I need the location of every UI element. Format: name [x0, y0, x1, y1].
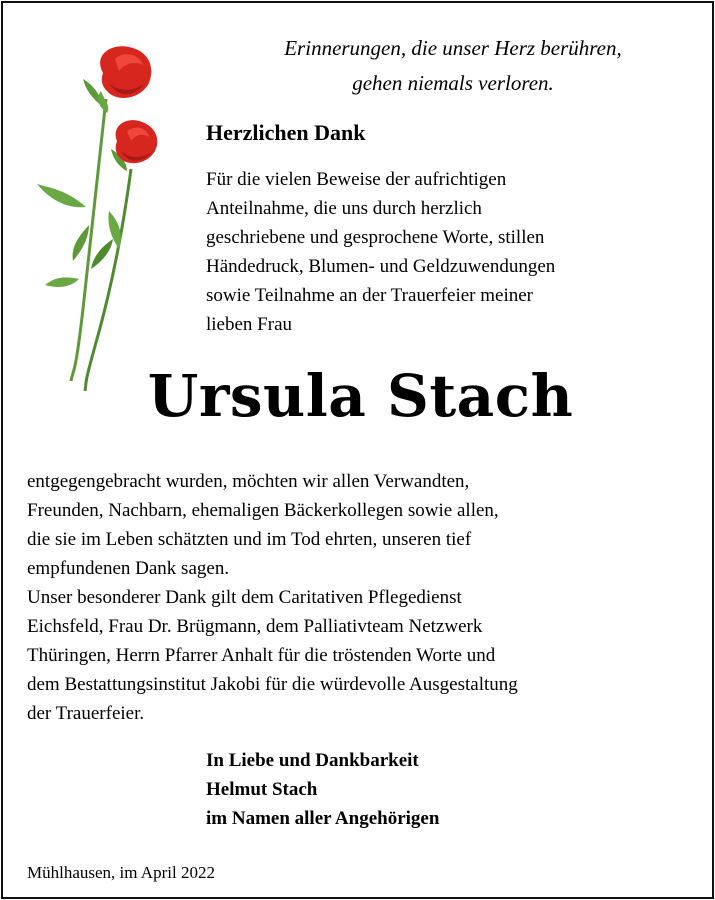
intro-line: geschriebene und gesprochene Worte, stillen	[206, 227, 545, 248]
body-line: Freunden, Nachbarn, ehemaligen Bäckerkollegen sowie allen,	[27, 500, 499, 521]
body-line: empfundenen Dank sagen.	[27, 558, 230, 579]
signature-block	[206, 746, 439, 833]
intro-paragraph	[206, 165, 706, 339]
memorial-quote	[203, 31, 703, 101]
thanks-heading: Herzlichen Dank	[206, 120, 366, 145]
quote-line: gehen niemals verloren.	[352, 71, 554, 95]
body-line: Eichsfeld, Frau Dr. Brügmann, dem Palliativteam Netzwerk	[27, 616, 483, 637]
body-line: die sie im Leben schätzten und im Tod ehrten, unseren tief	[27, 529, 472, 550]
intro-line: Händedruck, Blumen- und Geldzuwendungen	[206, 256, 556, 277]
body-paragraph	[27, 467, 707, 728]
signature-line: Helmut Stach	[206, 779, 318, 800]
obituary-card	[1, 1, 714, 899]
intro-line: sowie Teilnahme an der Trauerfeier meiner	[206, 285, 534, 306]
place-date: Mühlhausen, im April 2022	[27, 863, 215, 882]
deceased-name: Ursula Stach	[147, 362, 574, 430]
intro-line: Anteilnahme, die uns durch herzlich	[206, 198, 482, 219]
red-roses-icon	[31, 39, 171, 399]
body-line: Thüringen, Herrn Pfarrer Anhalt für die tröstenden Worte und	[27, 645, 496, 666]
body-line: dem Bestattungsinstitut Jakobi für die würdevolle Ausgestaltung	[27, 674, 518, 695]
signature-line: im Namen aller Angehörigen	[206, 808, 440, 829]
signature-line: In Liebe und Dankbarkeit	[206, 750, 419, 771]
quote-line: Erinnerungen, die unser Herz berühren,	[284, 36, 622, 60]
body-line: der Trauerfeier.	[27, 703, 145, 724]
intro-line: lieben Frau	[206, 314, 293, 335]
body-line: Unser besonderer Dank gilt dem Caritativen Pflegedienst	[27, 587, 462, 608]
intro-line: Für die vielen Beweise der aufrichtigen	[206, 169, 507, 190]
body-line: entgegengebracht wurden, möchten wir allen Verwandten,	[27, 471, 470, 492]
